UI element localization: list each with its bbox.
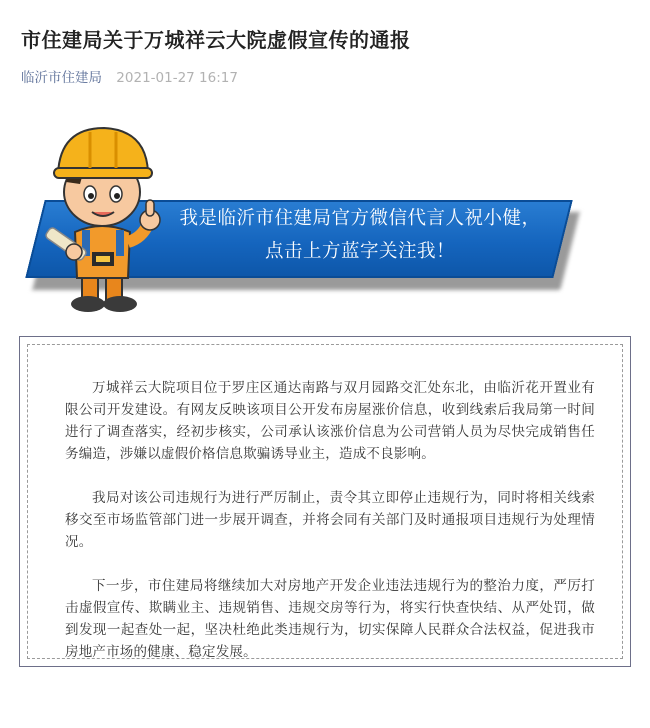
article-meta bbox=[21, 66, 238, 86]
notice-box bbox=[19, 336, 631, 667]
banner-text bbox=[150, 202, 570, 278]
publish-datetime: 2021-01-27 16:17 bbox=[116, 70, 238, 86]
follow-banner[interactable] bbox=[30, 120, 590, 320]
banner-line-2: 点击上方蓝字关注我！ bbox=[264, 241, 455, 262]
notice-paragraph: 万城祥云大院项目位于罗庄区通达南路与双月园路交汇处东北，由临沂花开置业有限公司开发建设。有网友反映该项目公开发布房屋涨价信息，收到线索后我局第一时间进行了调查落实，经初步核实，公司承认该涨价信息为公司营销人员为尽快完成销售任务编造，涉嫌以虚假价格信息欺骗诱导业主，造成不良影响。 bbox=[65, 380, 595, 462]
notice-paragraph: 下一步，市住建局将继续加大对房地产开发企业违法违规行为的整治力度，严厉打击虚假宣传、欺瞒业主、违规销售、违规交房等行为，将实行快查快结、从严处罚，做到发现一起查处一起，坚决杜绝此类违规行为，切实保障人民群众合法权益，促进我市房地产市场的健康、稳定发展。 bbox=[65, 578, 595, 660]
construction-worker-mascot-icon bbox=[30, 120, 180, 320]
notice-body bbox=[65, 377, 595, 685]
notice-paragraph: 我局对该公司违规行为进行严厉制止，责令其立即停止违规行为，同时将相关线索移交至市场监管部门进一步展开调查，并将会同有关部门及时通报项目违规行为处理情况。 bbox=[65, 490, 595, 550]
banner-line-1: 我是临沂市住建局官方微信代言人祝小健， bbox=[179, 208, 541, 229]
account-name-link[interactable]: 临沂市住建局 bbox=[21, 70, 102, 86]
article-title: 市住建局关于万城祥云大院虚假宣传的通报 bbox=[21, 28, 411, 52]
